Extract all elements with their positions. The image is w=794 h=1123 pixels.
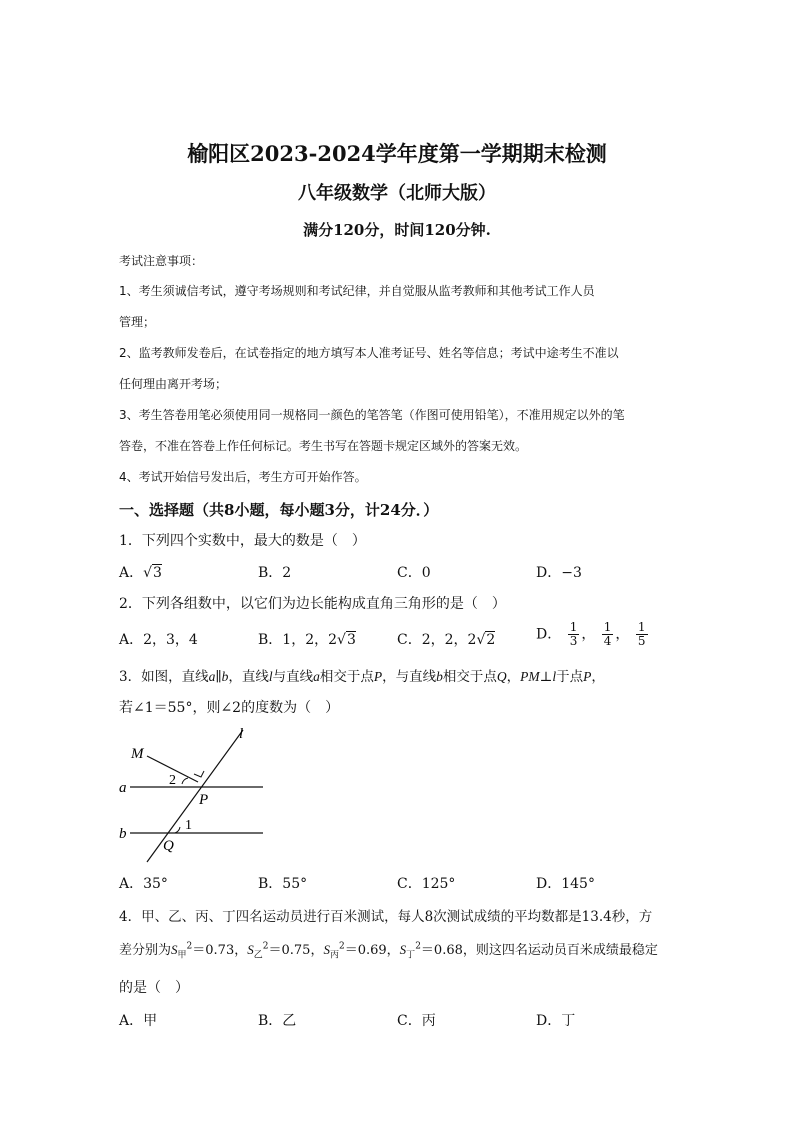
label-b: b bbox=[119, 826, 127, 842]
note-1a: 1、考生须诚信考试，遵守考场规则和考试纪律，并自觉服从监考教师和其他考试工作人员 bbox=[119, 284, 595, 298]
note-4: 4、考试开始信号发出后，考生方可开始作答。 bbox=[119, 470, 367, 484]
note-3b: 答卷，不准在答卷上作任何标记。考生书写在答题卡规定区域外的答案无效。 bbox=[119, 439, 528, 453]
q3-option-c: C．125° bbox=[397, 876, 456, 892]
q3-stem-line1: 3．如图，直线a∥b，直线l与直线a相交于点P，与直线b相交于点Q，PM⊥l于点P， bbox=[119, 669, 605, 685]
q4-stem-line1: 4．甲、乙、丙、丁四名运动员进行百米测试，每人8次测试成绩的平均数都是13.4秒，方 bbox=[119, 909, 653, 925]
note-2b: 任何理由离开考场； bbox=[119, 377, 228, 391]
fraction-1-3: $\frac{1}{3}$ bbox=[569, 620, 578, 648]
q2-option-a: A．2，3，4 bbox=[119, 632, 198, 648]
fraction-1-4: $\frac{1}{4}$ bbox=[603, 620, 612, 648]
label-q: Q bbox=[163, 838, 174, 854]
notes-heading: 考试注意事项： bbox=[119, 254, 204, 268]
q4-stem-line2: 差分别为$S_甲^2=0.73$，$S_乙^2=0.75$，$S_丙^2=0.69$，$S_丁^2=0.68$，则这四名运动员百米成绩最稳定 bbox=[119, 941, 658, 961]
q4-stem-line3: 的是（ ） bbox=[119, 980, 189, 996]
page-title: 榆阳区2023-2024学年度第一学期期末检测 bbox=[187, 141, 607, 166]
q3-stem-line2: 若∠1＝55°，则∠2的度数为（ ） bbox=[119, 700, 340, 716]
q4-option-c: C．丙 bbox=[397, 1013, 436, 1029]
q1-option-c: C．0 bbox=[397, 565, 431, 581]
q2-option-d: D． $\frac{1}{3}$ ， $\frac{1}{4}$ ， $\frac{1}{5}$ bbox=[536, 620, 646, 648]
label-m: M bbox=[131, 746, 144, 762]
q2-stem: 2．下列各组数中，以它们为边长能构成直角三角形的是（ ） bbox=[119, 596, 506, 612]
label-l: l bbox=[239, 726, 244, 742]
fraction-1-5: $\frac{1}{5}$ bbox=[637, 620, 646, 648]
q4-option-a: A．甲 bbox=[119, 1013, 158, 1029]
q3-option-d: D．145° bbox=[536, 876, 595, 892]
angle-2-label: 2 bbox=[169, 773, 176, 788]
label-p: P bbox=[199, 792, 209, 808]
section-heading: 一、选择题（共8小题，每小题3分，计24分．） bbox=[119, 501, 439, 519]
q2-option-c: C．2，2，2√2 bbox=[397, 632, 496, 648]
note-2a: 2、监考教师发卷后，在试卷指定的地方填写本人准考证号、姓名等信息；考试中途考生不准以 bbox=[119, 346, 619, 360]
q1-stem: 1．下列四个实数中，最大的数是（ ） bbox=[119, 533, 366, 549]
q4-option-d: D．丁 bbox=[536, 1013, 576, 1029]
angle-1-label: 1 bbox=[185, 818, 192, 833]
q3-figure bbox=[115, 722, 275, 867]
q1-option-b: B．2 bbox=[258, 565, 292, 581]
note-3a: 3、考生答卷用笔必须使用同一规格同一颜色的笔答笔（作图可使用铅笔），不准用规定以外的笔 bbox=[119, 408, 625, 422]
line-l bbox=[147, 730, 243, 862]
q1-option-a: A．√3 bbox=[119, 565, 162, 581]
q2-option-b: B．1，2，2√3 bbox=[258, 632, 356, 648]
exam-info: 满分120分，时间120分钟. bbox=[303, 221, 491, 239]
q3-option-a: A．35° bbox=[119, 876, 168, 892]
page-subtitle: 八年级数学（北师大版） bbox=[298, 183, 496, 204]
note-1b: 管理； bbox=[119, 315, 156, 329]
q4-option-b: B．乙 bbox=[258, 1013, 297, 1029]
q1-option-d: D．−3 bbox=[536, 565, 582, 581]
label-a: a bbox=[119, 780, 127, 796]
q3-option-b: B．55° bbox=[258, 876, 308, 892]
